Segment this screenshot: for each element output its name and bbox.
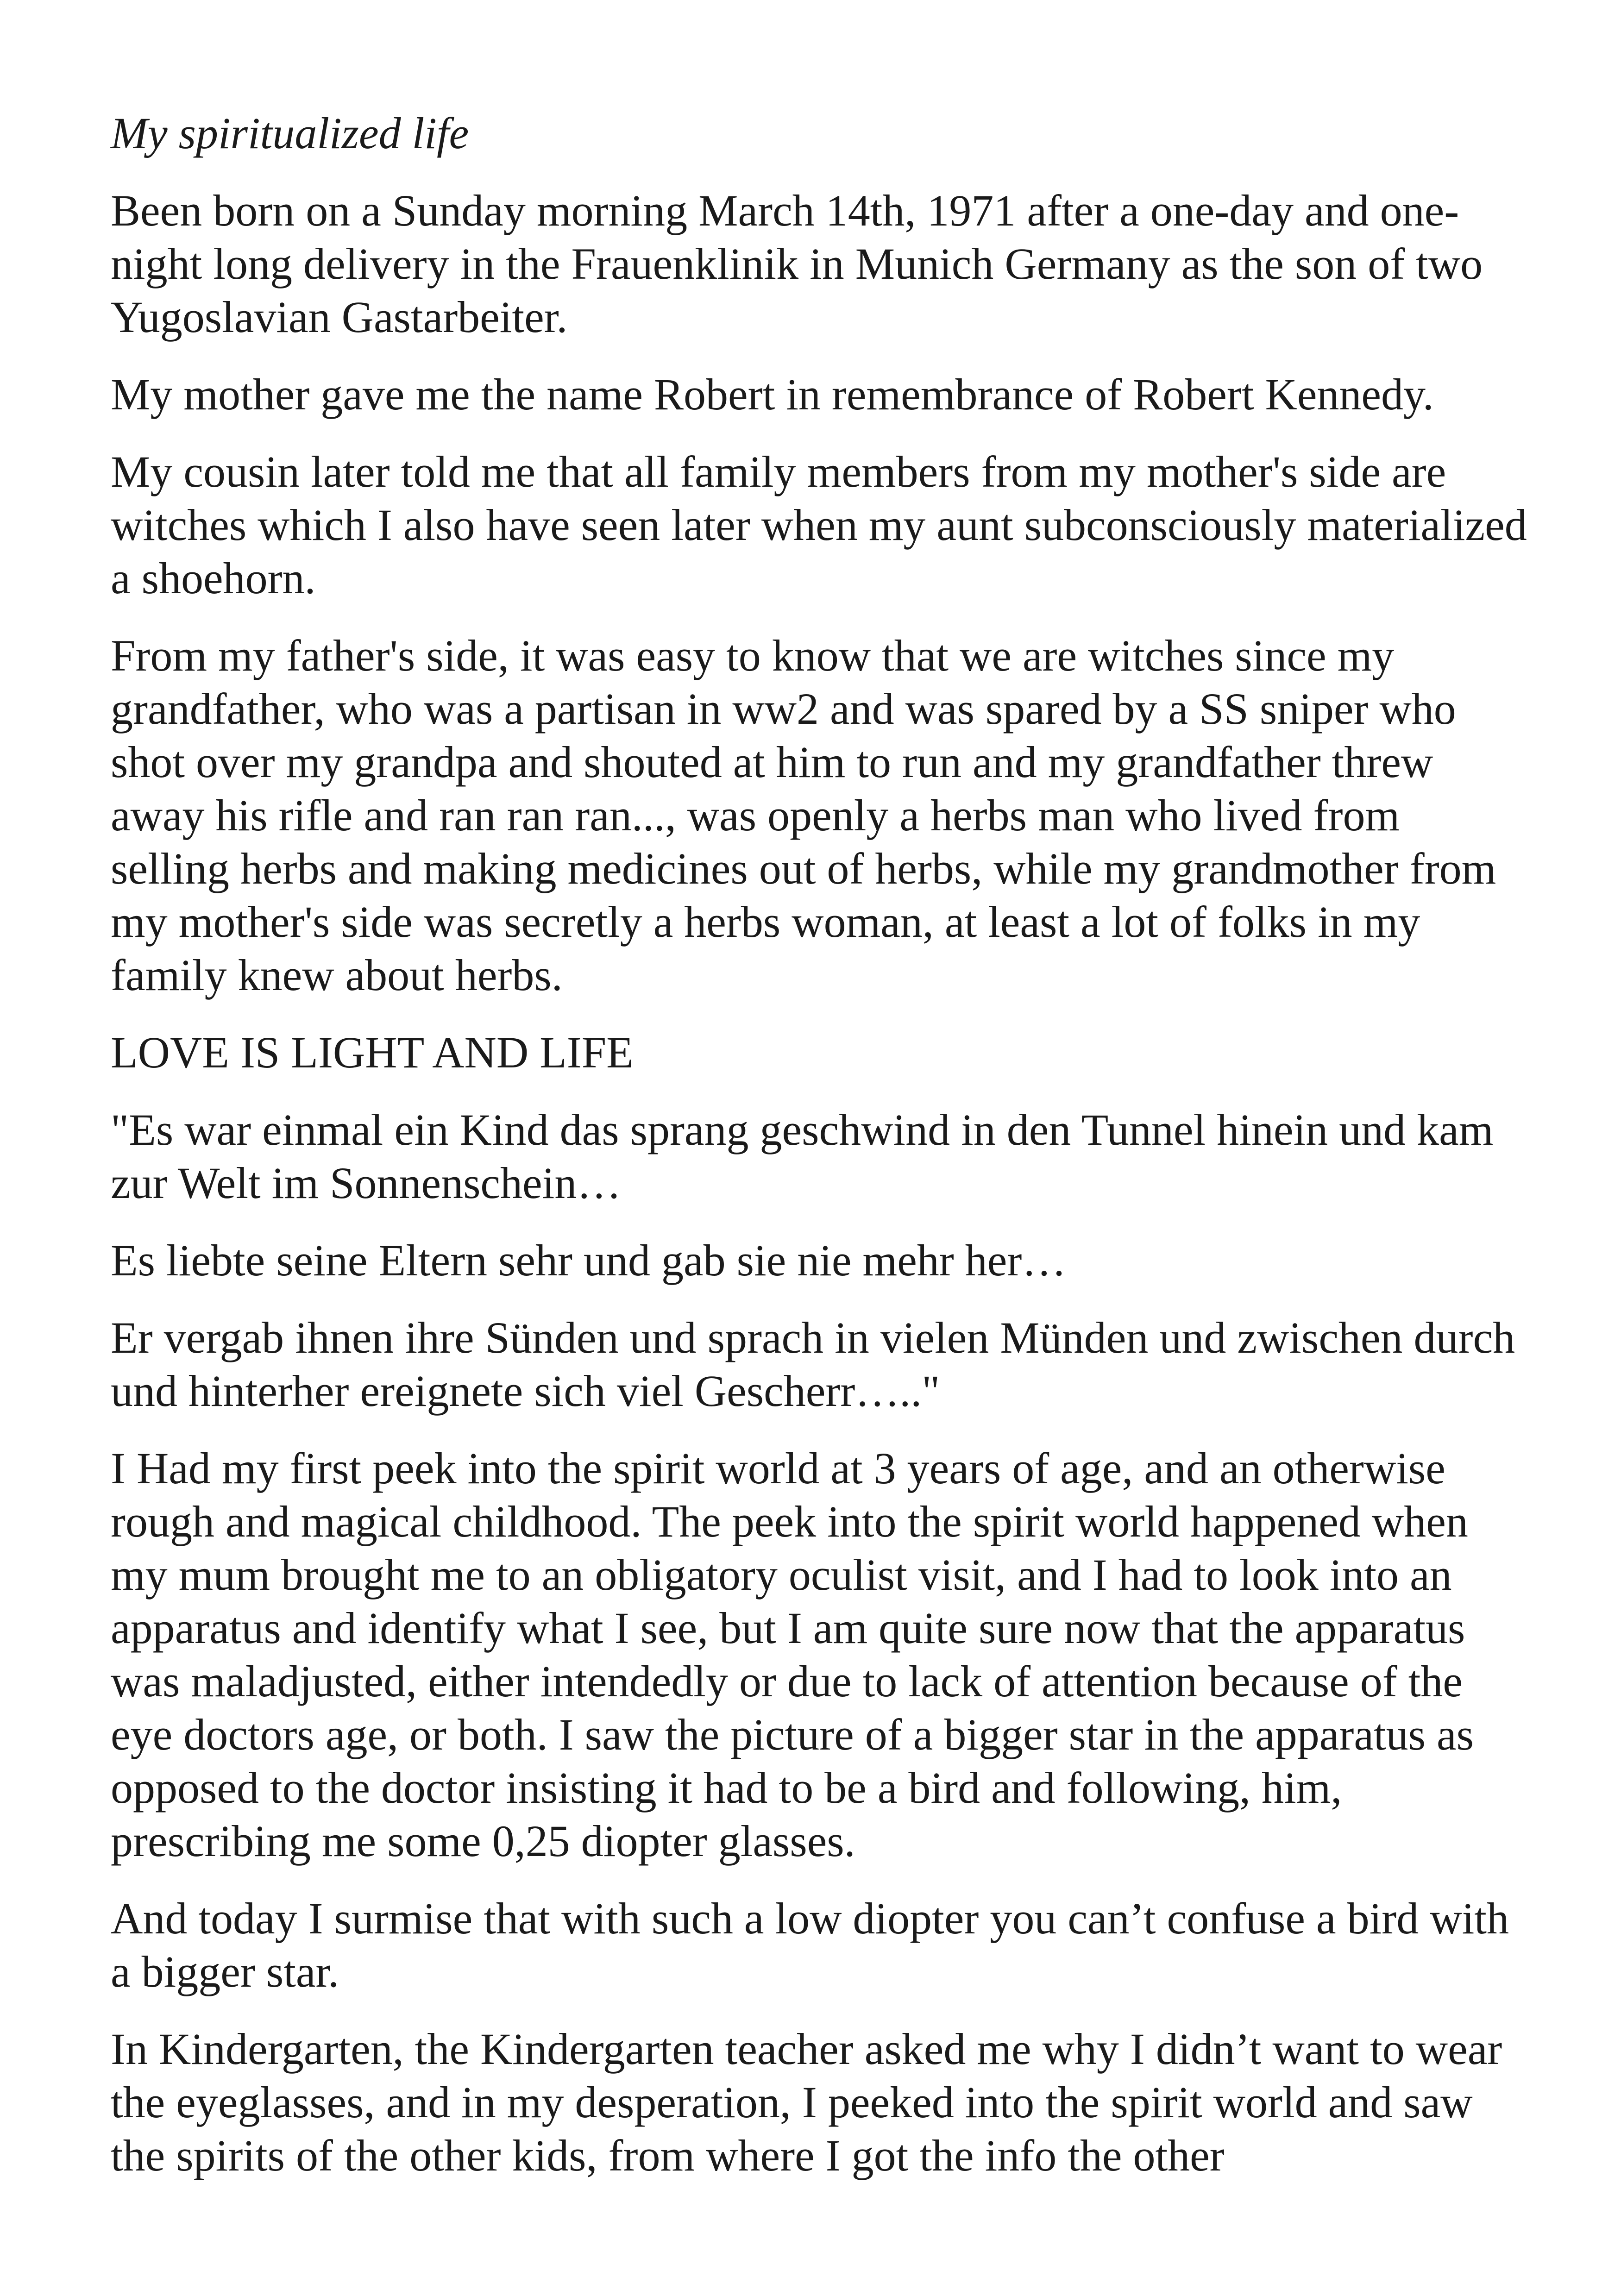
paragraph-poem-2: Es liebte seine Eltern sehr und gab sie nie mehr her… xyxy=(111,1236,1067,1285)
paragraph-birth: Been born on a Sunday morning March 14th, 1971 after a one-day and one-night long delivery in the Frauenklinik in Munich Germany as the son of two Yugoslavian Gastarbeiter. xyxy=(111,186,1483,342)
document-title: My spiritualized life xyxy=(111,108,469,158)
paragraph-kindergarten: In Kindergarten, the Kindergarten teacher asked me why I didn’t want to wear the eyeglasses, and in my desperation, I peeked into the spirit world and saw the spirits of the other kids, from where I got the info the other xyxy=(111,2024,1502,2180)
paragraph-diopter: And today I surmise that with such a low diopter you can’t confuse a bird with a bigger star. xyxy=(111,1894,1509,1996)
paragraph-heading-love: LOVE IS LIGHT AND LIFE xyxy=(111,1028,634,1077)
paragraph-name: My mother gave me the name Robert in remembrance of Robert Kennedy. xyxy=(111,370,1434,419)
document-page xyxy=(111,107,1528,2182)
paragraph-mother-side: My cousin later told me that all family members from my mother's side are witches which I also have seen later when my aunt subconsciously materialized a shoehorn. xyxy=(111,447,1527,603)
paragraph-poem-3: Er vergab ihnen ihre Sünden und sprach in vielen Münden und zwischen durch und hinterher ereignete sich viel Gescherr….." xyxy=(111,1313,1515,1416)
paragraph-father-side: From my father's side, it was easy to know that we are witches since my grandfather, who was a partisan in ww2 and was spared by a SS sniper who shot over my grandpa and shouted at him to run and my grandfather threw away his rifle and ran ran ran..., was openly a herbs man who lived from selling herbs and making medicines out of herbs, while my grandmother from my mother's side was secretly a herbs woman, at least a lot of folks in my family knew about herbs. xyxy=(111,631,1496,1000)
paragraph-spirit-world: I Had my first peek into the spirit world at 3 years of age, and an otherwise rough and magical childhood. The peek into the spirit world happened when my mum brought me to an obligatory oculist visit, and I had to look into an apparatus and identify what I see, but I am quite sure now that the apparatus was maladjusted, either intendedly or due to lack of attention because of the eye doctors age, or both. I saw the picture of a bigger star in the apparatus as opposed to the doctor insisting it had to be a bird and following, him, prescribing me some 0,25 diopter glasses. xyxy=(111,1443,1474,1866)
paragraph-poem-1: "Es war einmal ein Kind das sprang geschwind in den Tunnel hinein und kam zur Welt im Sonnenschein… xyxy=(111,1105,1494,1208)
